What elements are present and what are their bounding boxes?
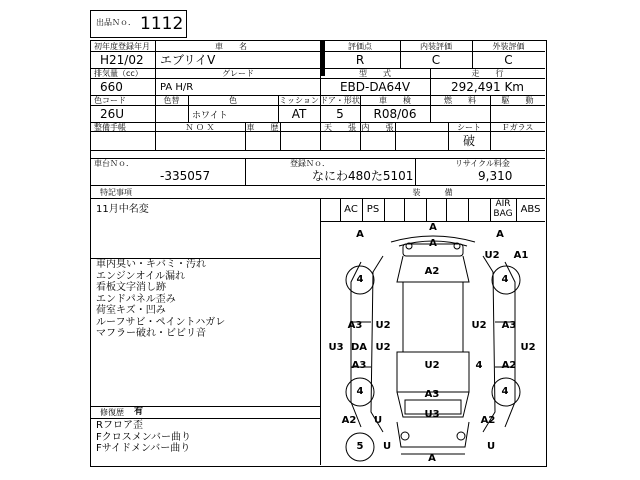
damage-mark: A	[429, 222, 437, 233]
damage-mark: 4	[356, 386, 364, 397]
color-code-label: 色コード	[94, 96, 126, 105]
inspection-value: R08/06	[373, 107, 417, 121]
color-label: 色	[229, 96, 237, 105]
damage-mark: A3	[347, 320, 363, 331]
damage-mark: U2	[471, 320, 487, 331]
damage-mark: A2	[424, 266, 440, 277]
history-label: 車 歴	[246, 123, 279, 132]
damage-mark: U	[373, 415, 383, 426]
exterior-grade-value: C	[504, 53, 513, 67]
model-label: 型 式	[359, 69, 391, 78]
damage-mark: DA	[350, 342, 368, 353]
nox-label: Ｎ Ｏ Ｘ	[185, 123, 215, 132]
damage-mark: A	[356, 229, 364, 240]
notes-list	[96, 259, 225, 340]
repair-list	[96, 420, 191, 455]
model-value: EBD-DA64V	[339, 80, 411, 94]
displacement-value: 660	[100, 80, 123, 94]
damage-mark: U2	[375, 320, 391, 331]
car-name-value: エブリイV	[160, 53, 216, 67]
damage-mark: A	[428, 453, 436, 464]
equip-ps: PS	[366, 204, 380, 215]
doors-value: 5	[336, 107, 344, 121]
damage-mark: U	[382, 441, 392, 452]
damage-mark: A2	[501, 360, 517, 371]
equip-abs: ABS	[520, 204, 541, 215]
damage-mark: 4	[475, 360, 483, 371]
damage-mark: U3	[328, 342, 344, 353]
mileage-value: 292,491 Km	[451, 80, 524, 94]
color-value: ホワイト	[192, 111, 228, 121]
damage-mark: U2	[520, 342, 536, 353]
chassis-value: -335057	[160, 169, 211, 183]
equipment-label: 装 備	[412, 188, 453, 197]
manual-label: 整備手帳	[94, 123, 126, 132]
interior-grade-value: C	[431, 53, 441, 67]
repair-label: 修復歴	[100, 408, 124, 417]
recycle-value: 9,310	[478, 169, 513, 183]
grade-points-label: 評価点	[348, 42, 372, 51]
color-change-label: 色替	[163, 96, 180, 105]
mission-label: ミッション	[279, 96, 319, 105]
repair-value: 有	[134, 407, 144, 417]
mission-value: AT	[291, 107, 307, 121]
damage-mark: U2	[484, 250, 500, 261]
car-name-label: 車 名	[215, 42, 247, 51]
repair-line: Rフロア歪	[96, 420, 143, 431]
sunroof-label: 天 張	[324, 123, 356, 132]
inspection-label: 車 検	[379, 96, 411, 105]
lot-number-label: 出品Ｎｏ．	[96, 18, 136, 27]
damage-mark: 4	[356, 274, 364, 285]
damage-mark: A	[429, 238, 437, 249]
doors-label: ドア・形状	[320, 96, 360, 105]
damage-mark: 5	[356, 441, 364, 452]
damage-mark: A2	[341, 415, 357, 426]
damage-mark: 4	[501, 386, 509, 397]
damage-mark: A3	[424, 389, 440, 400]
note-line: エンジンオイル漏れ	[96, 270, 185, 282]
damage-mark: U	[486, 441, 496, 452]
mileage-label: 走 行	[471, 69, 504, 78]
seat-value: 破	[462, 134, 475, 148]
damage-mark: A3	[501, 320, 517, 331]
plate-value: なにわ480た5101	[312, 169, 414, 183]
note-line: 看板文字消し跡	[96, 282, 166, 293]
damage-mark: A	[496, 229, 504, 240]
fuel-label: 燃 料	[444, 96, 476, 105]
grade-value: PA H/R	[160, 82, 194, 93]
first-reg-value: H21/02	[100, 53, 144, 67]
interior-grade-label: 内装評価	[420, 42, 452, 51]
note-line: エンドパネル歪み	[96, 293, 176, 305]
equip-airbag: AIR BAG	[493, 199, 513, 219]
damage-mark: U3	[424, 409, 440, 420]
grade-label: グレード	[222, 69, 254, 78]
plate-label: 登録Ｎｏ．	[290, 159, 330, 168]
note-line: 荷室キズ・凹み	[96, 305, 166, 316]
exterior-grade-label: 外装評価	[492, 42, 525, 51]
notes-top: 11月中名変	[96, 204, 149, 215]
displacement-label: 排気量（cc）	[94, 69, 143, 78]
lot-number: 1112	[140, 14, 184, 34]
color-code-value: 26U	[100, 107, 125, 121]
damage-mark: A3	[351, 360, 367, 371]
repair-line: Fサイドメンバー曲り	[96, 443, 191, 454]
recycle-label: リサイクル料金	[455, 159, 510, 168]
notes-label: 特記事項	[100, 188, 132, 197]
seat-label: シート	[457, 123, 481, 132]
damage-mark: A2	[480, 415, 496, 426]
repair-line: Fクロスメンバー曲り	[96, 431, 192, 443]
fglass-label: Ｆガラス	[501, 123, 534, 132]
damage-mark: A1	[513, 250, 529, 261]
first-reg-label: 初年度登録年月	[94, 42, 150, 51]
note-line: マフラー破れ・ビビリ音	[96, 328, 206, 339]
grade-points-value: R	[355, 53, 365, 67]
damage-mark: U2	[375, 342, 391, 353]
chassis-label: 車台Ｎｏ．	[94, 159, 134, 168]
note-line: ルーフサビ・ペイントハガレ	[96, 316, 226, 328]
damage-mark: U2	[424, 360, 440, 371]
drive-label: 駆 動	[501, 96, 534, 105]
note-line: 車内臭い・キバミ・汚れ	[96, 259, 206, 270]
equip-ac: AC	[344, 204, 358, 215]
interior-label: 内 張	[361, 123, 394, 132]
damage-mark: 4	[501, 274, 509, 285]
